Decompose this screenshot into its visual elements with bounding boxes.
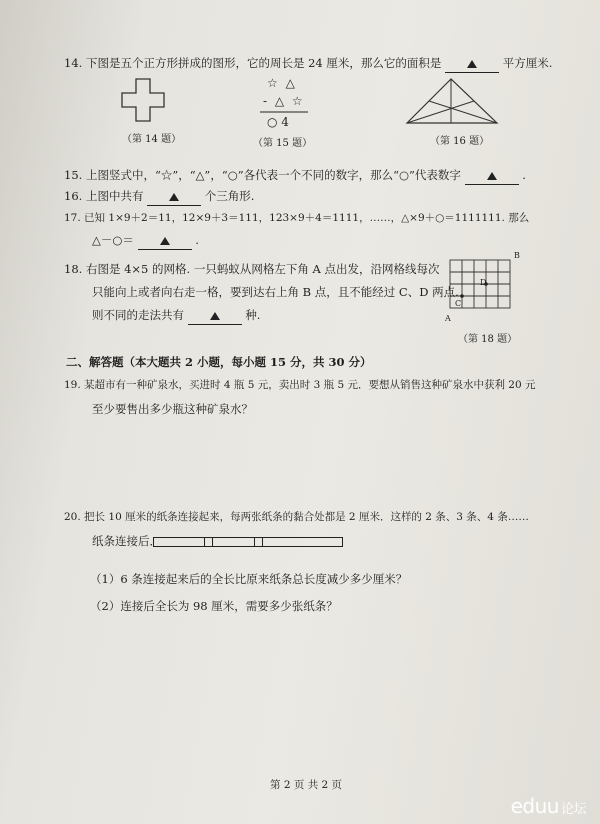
figure-caption: （第 16 题） [430,136,490,147]
grid-label-d: D [480,278,487,287]
question-18 [64,262,439,276]
watermark-suffix: 论坛 [560,802,586,817]
question-20 [64,510,529,524]
figure-15-line [260,111,310,113]
triangle-marker-icon [467,60,477,68]
triangle-marker-icon [487,172,497,180]
question-text: 把长 10 厘米的纸条连接起来，每两张纸条的黏合处都是 2 厘米．这样的 2 条、3 条、4 条…… [84,511,529,523]
figure-15-row: - △ ☆ [263,94,305,108]
strip-joint [254,538,255,546]
question-14 [64,56,552,72]
grid-label-b: B [514,251,520,260]
question-17 [64,211,529,225]
grid-label-a: A [445,314,451,323]
triangle-marker-icon [169,193,179,201]
question-text: 则不同的走法共有 [92,308,184,322]
question-text: 只能向上或者向右走一格，要到达右上角 B 点，且不能经过 C、D 两点. [92,285,459,299]
sub-question: （2）连接后全长为 98 厘米，需要多少张纸条？ [90,599,338,613]
figure-15-row: ☆ △ [267,76,297,90]
question-15 [64,168,526,184]
question-number: 17. [64,212,81,224]
triangle-marker-icon [160,237,170,245]
figure-16-triangle [405,77,499,127]
question-text: 纸条连接后． [92,534,161,548]
question-number: 14. [64,56,83,70]
question-text: 右图是 4×5 的网格. 一只蚂蚁从网格左下角 A 点出发，沿网格线每次 [85,262,440,276]
question-17-line2 [92,233,199,249]
question-text: . [522,168,526,182]
figure-15-row: ○ 4 [267,115,289,129]
question-number: 15. [64,168,83,182]
question-text: . [195,233,199,247]
question-text: 上图中共有 [85,189,144,203]
question-text: 平方厘米. [502,56,553,70]
question-text: 至少要售出多少瓶这种矿泉水？ [92,402,253,416]
question-text: 个三角形. [204,189,255,203]
answer-blank[interactable] [445,60,499,73]
figure-caption: （第 14 题） [122,134,182,145]
eduu-watermark-logo [511,794,586,818]
strip-joint [204,538,205,546]
figure-14-cross [121,78,165,122]
grid-label-c: C [455,299,462,308]
question-text: 种. [245,308,261,322]
answer-blank[interactable] [147,193,201,206]
answer-blank[interactable] [465,172,519,185]
question-number: 20. [64,511,81,523]
strip-joint [212,538,213,546]
paper-strip-figure [153,537,343,547]
question-number: 18. [64,262,83,276]
question-18-line3 [92,308,260,324]
question-number: 16. [64,189,83,203]
figure-caption: （第 18 题） [458,334,518,345]
strip-joint [262,538,263,546]
question-text: 下图是五个正方形拼成的图形，它的周长是 24 厘米，那么它的面积是 [85,56,442,70]
section-title: 二、解答题（本大题共 2 小题，每小题 15 分，共 30 分） [66,355,372,369]
answer-blank[interactable] [188,312,242,325]
watermark-brand: eduu [510,794,559,818]
answer-blank[interactable] [138,237,192,250]
figure-caption: （第 15 题） [253,138,313,149]
sub-question: （1）6 条连接起来后的全长比原来纸条总长度减少多少厘米？ [90,572,408,586]
triangle-marker-icon [210,312,220,320]
question-19 [64,378,536,392]
page-footer: 第 2 页 共 2 页 [270,779,343,791]
question-text: 某超市有一种矿泉水，买进时 4 瓶 5 元，卖出时 3 瓶 5 元．要想从销售这种矿泉水中获利 20 元 [84,379,536,391]
question-text: △－○＝ [92,233,134,247]
question-text: 上图竖式中，“☆”，“△”，“○”各代表一个不同的数字，那么“○”代表数字 [85,168,461,182]
question-number: 19. [64,379,81,391]
question-16 [64,189,254,205]
question-text: 已知 1×9＋2＝11，12×9＋3＝111，123×9＋4＝1111，……，△×9＋○＝1111111. 那么 [84,212,530,224]
